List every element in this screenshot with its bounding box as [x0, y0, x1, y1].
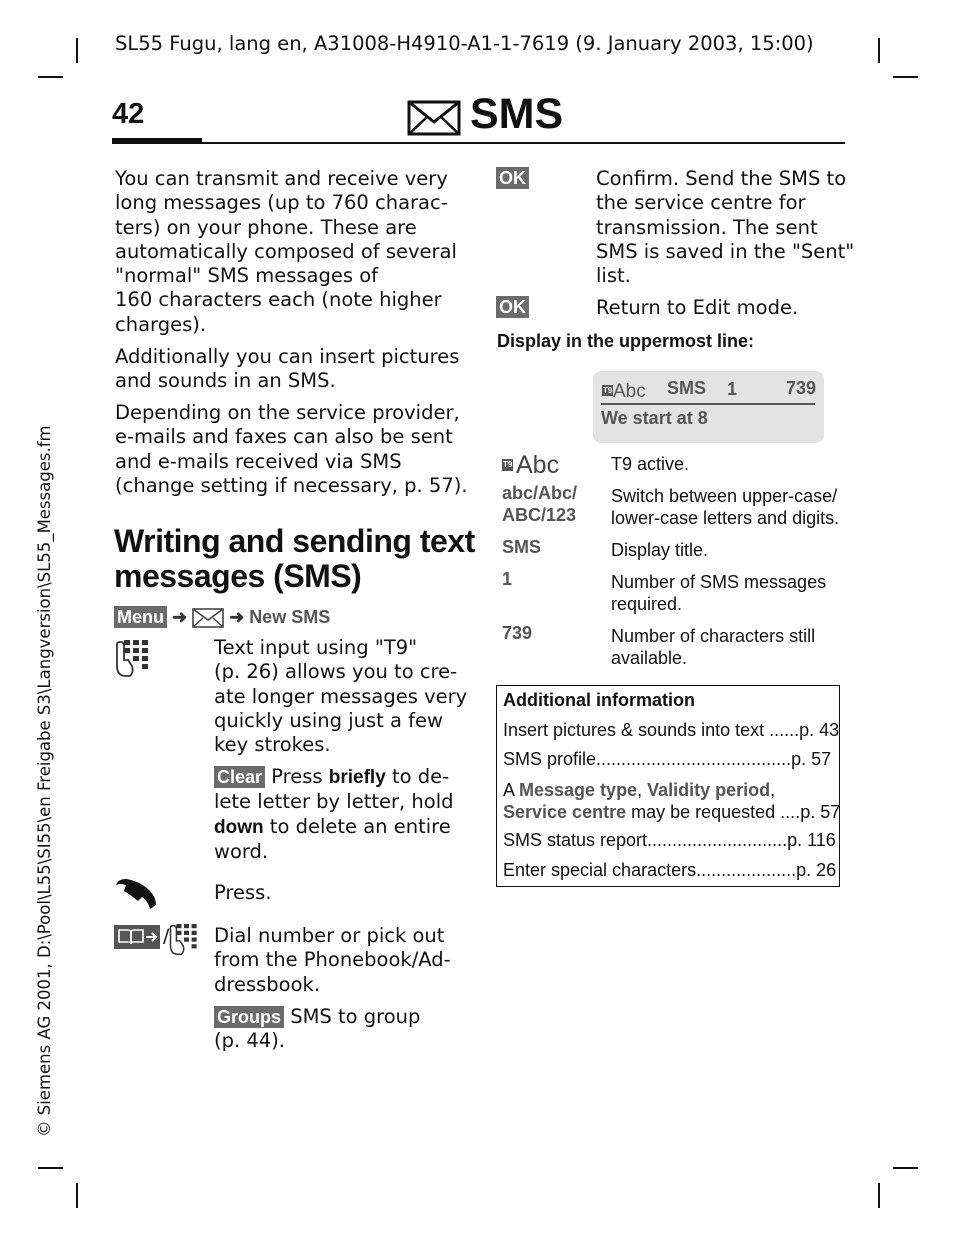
info-row[interactable]: Enter special characters....................p. 26: [503, 860, 837, 880]
crop-mark: [878, 1183, 880, 1208]
legend-text: Number of SMS messages required.: [611, 572, 827, 614]
new-sms-menu-item[interactable]: New SMS: [249, 606, 331, 627]
info-row[interactable]: A Message type, Validity period, Service centre may be requested ....p. 57: [503, 780, 841, 822]
arrow-icon: ➜: [229, 606, 245, 627]
menu-path: [114, 606, 330, 628]
intro-paragraph-3: Depending on the service provider, e-mails and faxes can also be sent and e-mails received via SMS (change setting if necessary, p. 57).: [115, 401, 468, 497]
intro-paragraph-2: Additionally you can insert pictures and sounds in an SMS.: [115, 345, 460, 393]
legend-text: Number of characters still available.: [611, 626, 816, 668]
info-row[interactable]: Insert pictures & sounds into text ......p. 43: [503, 720, 840, 740]
legend-label: 739: [502, 623, 533, 643]
display-sms: SMS: [667, 378, 707, 398]
clear-softkey[interactable]: Clear: [214, 766, 265, 788]
ok-confirm-text: Confirm. Send the SMS to the service centre for transmission. The sent SMS is saved in the "Sent" list.: [596, 167, 855, 288]
info-row[interactable]: SMS profile.......................................p. 57: [503, 749, 832, 769]
crop-mark: [893, 76, 918, 78]
header-rule: [112, 142, 845, 144]
display-heading: Display in the uppermost line:: [497, 331, 755, 351]
page-number: 42: [112, 98, 145, 130]
crop-mark: [38, 76, 63, 78]
legend-label: 1: [502, 569, 513, 589]
crop-mark: [893, 1167, 918, 1169]
dial-step-text: Dial number or pick out from the Phonebook/Ad- dressbook.: [214, 924, 451, 996]
t9-step-text: Text input using "T9" (p. 26) allows you to cre- ate longer messages very quickly using just a few key strokes.: [214, 636, 468, 757]
legend-label-abc: Abc: [516, 451, 560, 479]
ok-return-text: Return to Edit mode.: [596, 296, 799, 319]
keypad-icon: [114, 638, 152, 684]
legend-text: Display title.: [611, 540, 709, 560]
phonebook-key-icon: [114, 925, 162, 953]
display-chars: 739: [786, 378, 817, 398]
envelope-icon: [192, 606, 224, 627]
clear-step-text: Clear Press briefly to de- lete letter by letter, hold down to delete an entire word.: [214, 765, 454, 863]
ok-softkey[interactable]: OK: [496, 296, 529, 318]
call-key-icon: [114, 877, 158, 915]
groups-softkey[interactable]: Groups: [214, 1006, 284, 1028]
crop-mark: [76, 1183, 78, 1208]
t9-badge-icon: T9: [503, 460, 513, 469]
display-count: 1: [727, 379, 738, 399]
legend-text: T9 active.: [611, 454, 690, 474]
legend-label: abc/Abc/ ABC/123: [502, 483, 578, 525]
t9-badge-icon: T9: [603, 386, 613, 395]
crop-mark: [76, 38, 78, 63]
additional-info-title: Additional information: [503, 690, 695, 710]
groups-step-text: Groups SMS to group (p. 44).: [214, 1005, 421, 1053]
section-title: SMS: [470, 90, 564, 138]
separator-slash: /: [163, 925, 170, 947]
legend-label: SMS: [502, 537, 542, 557]
display-message: We start at 8: [601, 408, 708, 428]
crop-mark: [38, 1167, 63, 1169]
keypad-icon: [168, 922, 200, 962]
legend-text: Switch between upper-case/ lower-case letters and digits.: [611, 486, 840, 528]
envelope-icon: [407, 100, 461, 140]
file-path-sidebar: © Siemens AG 2001, D:\Pool\L55\SI55\en Freigabe S3\Langversion\SL55_Messages.fm: [35, 425, 54, 1137]
menu-softkey[interactable]: Menu: [114, 606, 167, 628]
additional-info-box: [496, 685, 840, 887]
page-number-bar: [112, 138, 202, 143]
document-header: SL55 Fugu, lang en, A31008-H4910-A1-1-7619 (9. January 2003, 15:00): [115, 32, 814, 55]
section-heading: Writing and sending text messages (SMS): [114, 523, 475, 594]
info-row[interactable]: SMS status report............................p. 116: [503, 830, 836, 850]
crop-mark: [878, 38, 880, 63]
display-divider: [601, 403, 815, 405]
intro-paragraph-1: You can transmit and receive very long messages (up to 760 charac- ters) on your phone. These are automatically composed of several "normal" SMS messages of 160 characters each (note higher charges).: [115, 167, 457, 336]
arrow-icon: ➜: [172, 606, 188, 627]
press-step-text: Press.: [214, 881, 272, 904]
ok-softkey[interactable]: OK: [496, 167, 529, 189]
display-abc: Abc: [613, 381, 646, 402]
